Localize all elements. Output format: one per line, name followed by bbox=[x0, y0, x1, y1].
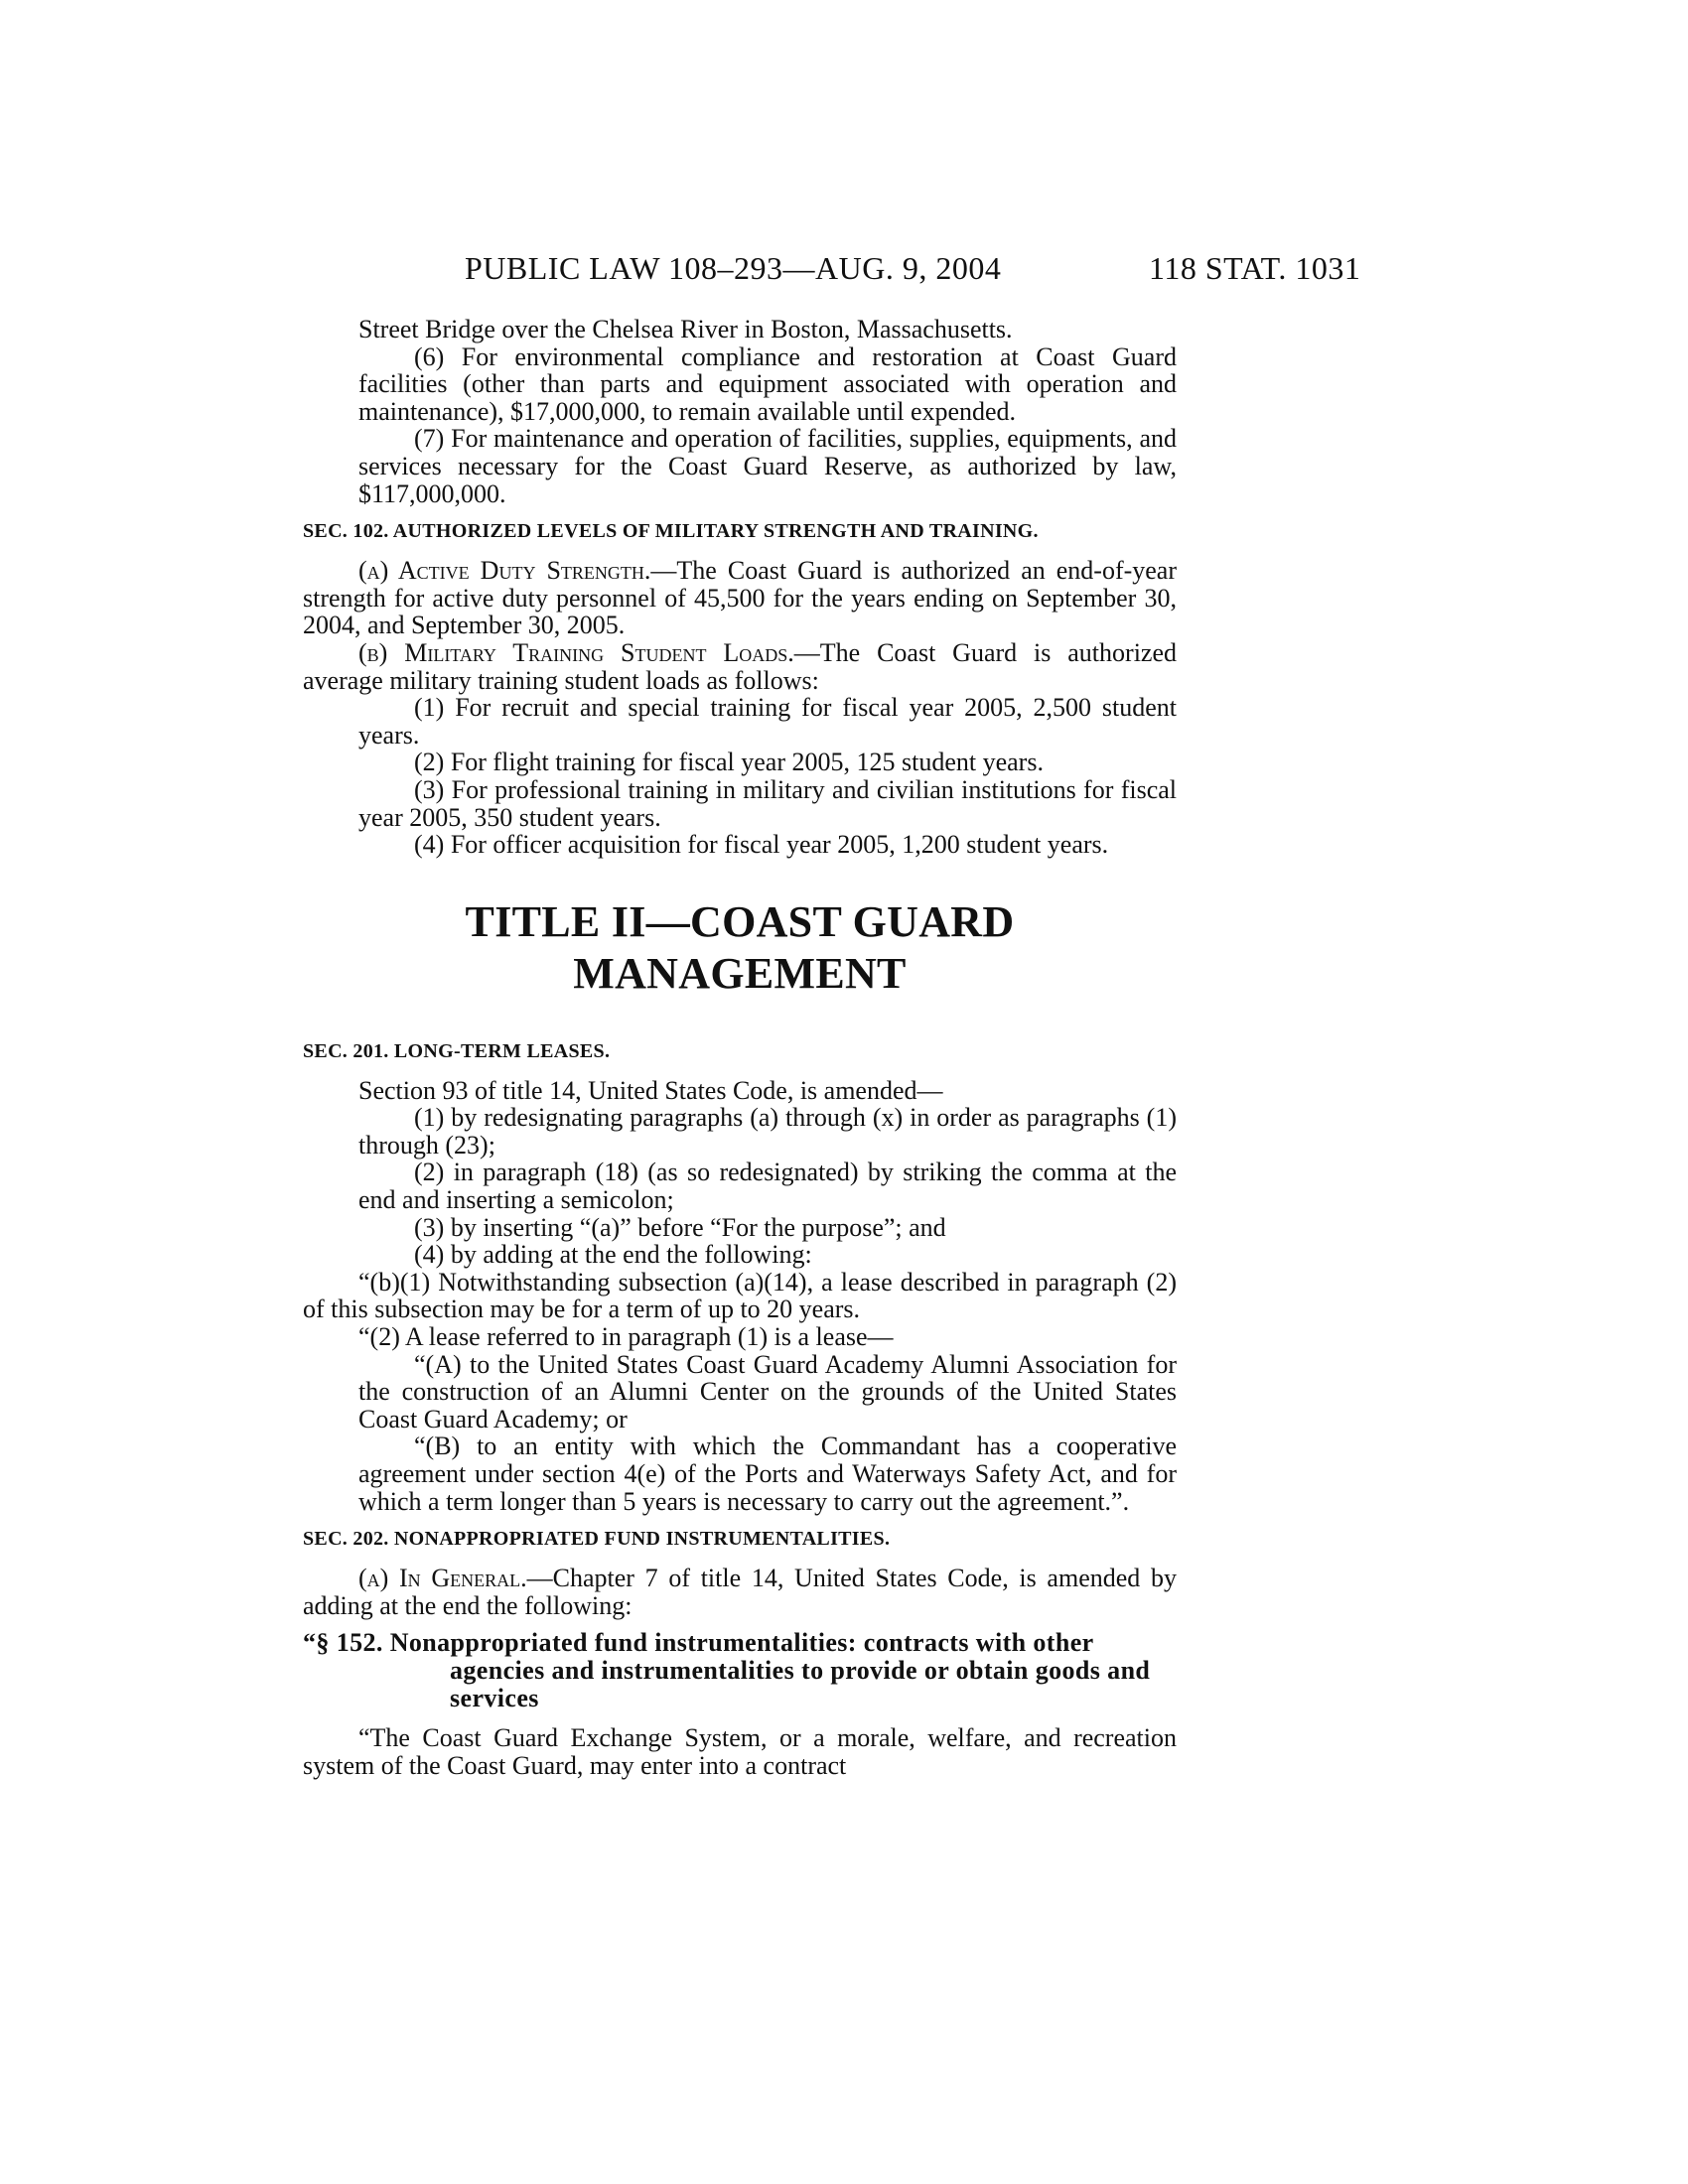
section-201-b-2-B: “(B) to an entity with which the Commandant has a cooperative agreement under section 4(e) of the Ports and Waterways Safety Act, and for which a term longer than 5 years is necessary to carry out the agreement.”. bbox=[358, 1432, 1177, 1516]
section-201-b-2-A: “(A) to the United States Coast Guard Academy Alumni Association for the construction of an Alumni Center on the grounds of the United States Coast Guard Academy; or bbox=[358, 1349, 1177, 1433]
subsection-b-1: (1) For recruit and special training for fiscal year 2005, 2,500 student years. bbox=[358, 693, 1177, 750]
subsection-a-label: (a) Active Duty Strength. bbox=[358, 556, 651, 586]
section-201-heading: SEC. 201. LONG-TERM LEASES. bbox=[303, 1039, 611, 1062]
paragraph-6: (6) For environmental compliance and restoration at Coast Guard facilities (other than parts and equipment associated with operation and maintenance), $17,000,000, to remain available until expended. bbox=[358, 341, 1177, 426]
section-152-heading: “§ 152. Nonappropriated fund instrumentalities: contracts with other agencies and instrumentalities to provide or obtain goods and services bbox=[303, 1628, 1151, 1713]
section-201-b-1: “(b)(1) Notwithstanding subsection (a)(14), a lease described in paragraph (2) of this subsection may be for a term of up to 20 years. bbox=[303, 1267, 1177, 1324]
section-202-a-label: (a) In General. bbox=[358, 1564, 527, 1593]
paragraph-continuation: Street Bridge over the Chelsea River in Boston, Massachusetts. bbox=[358, 315, 1013, 343]
subsection-b-text: —The Coast Guard is authorized average military training student loads as follows: bbox=[303, 637, 1177, 695]
subsection-a-text: —The Coast Guard is authorized an end-of-year strength for active duty personnel of 45,500 for the years ending on September 30, 2004, and September 30, 2005. bbox=[303, 556, 1177, 640]
section-202-heading: SEC. 202. NONAPPROPRIATED FUND INSTRUMENTALITIES. bbox=[303, 1528, 891, 1551]
subsection-b-4: (4) For officer acquisition for fiscal year 2005, 1,200 student years. bbox=[414, 830, 1109, 860]
subsection-b bbox=[303, 639, 1177, 694]
section-202-a bbox=[303, 1565, 1177, 1619]
title-ii-heading: TITLE II—COAST GUARD MANAGEMENT bbox=[465, 896, 1015, 998]
section-201-intro: Section 93 of title 14, United States Code, is amended— bbox=[358, 1075, 943, 1105]
subsection-b-label: (b) Military Training Student Loads. bbox=[358, 637, 794, 667]
section-201-item-1: (1) by redesignating paragraphs (a) through (x) in order as paragraphs (1) through (23); bbox=[358, 1103, 1177, 1160]
section-201-b-2: “(2) A lease referred to in paragraph (1) is a lease— bbox=[358, 1322, 894, 1352]
statute-citation: 118 STAT. 1031 bbox=[1149, 250, 1361, 286]
section-202-a-text: —Chapter 7 of title 14, United States Code, is amended by adding at the end the following: bbox=[303, 1564, 1177, 1620]
subsection-b-2: (2) For flight training for fiscal year 2005, 125 student years. bbox=[414, 748, 1044, 777]
paragraph-7: (7) For maintenance and operation of facilities, supplies, equipments, and services necessary for the Coast Guard Reserve, as authorized by law, $117,000,000. bbox=[358, 424, 1177, 508]
section-102-heading: SEC. 102. AUTHORIZED LEVELS OF MILITARY STRENGTH AND TRAINING. bbox=[303, 520, 1039, 543]
page-header bbox=[0, 250, 1688, 290]
public-law-title: PUBLIC LAW 108–293—AUG. 9, 2004 bbox=[465, 250, 1002, 286]
subsection-b-3: (3) For professional training in military and civilian institutions for fiscal year 2005, 350 student years. bbox=[358, 774, 1177, 832]
document-body bbox=[303, 316, 1177, 1780]
section-201-item-2: (2) in paragraph (18) (as so redesignated) by striking the comma at the end and inserting a semicolon; bbox=[358, 1158, 1177, 1215]
subsection-a bbox=[303, 557, 1177, 639]
section-201-item-4: (4) by adding at the end the following: bbox=[414, 1240, 812, 1270]
section-201-item-3: (3) by inserting “(a)” before “For the purpose”; and bbox=[414, 1212, 946, 1242]
section-152-text: “The Coast Guard Exchange System, or a morale, welfare, and recreation system of the Coast Guard, may enter into a contract bbox=[303, 1723, 1177, 1780]
